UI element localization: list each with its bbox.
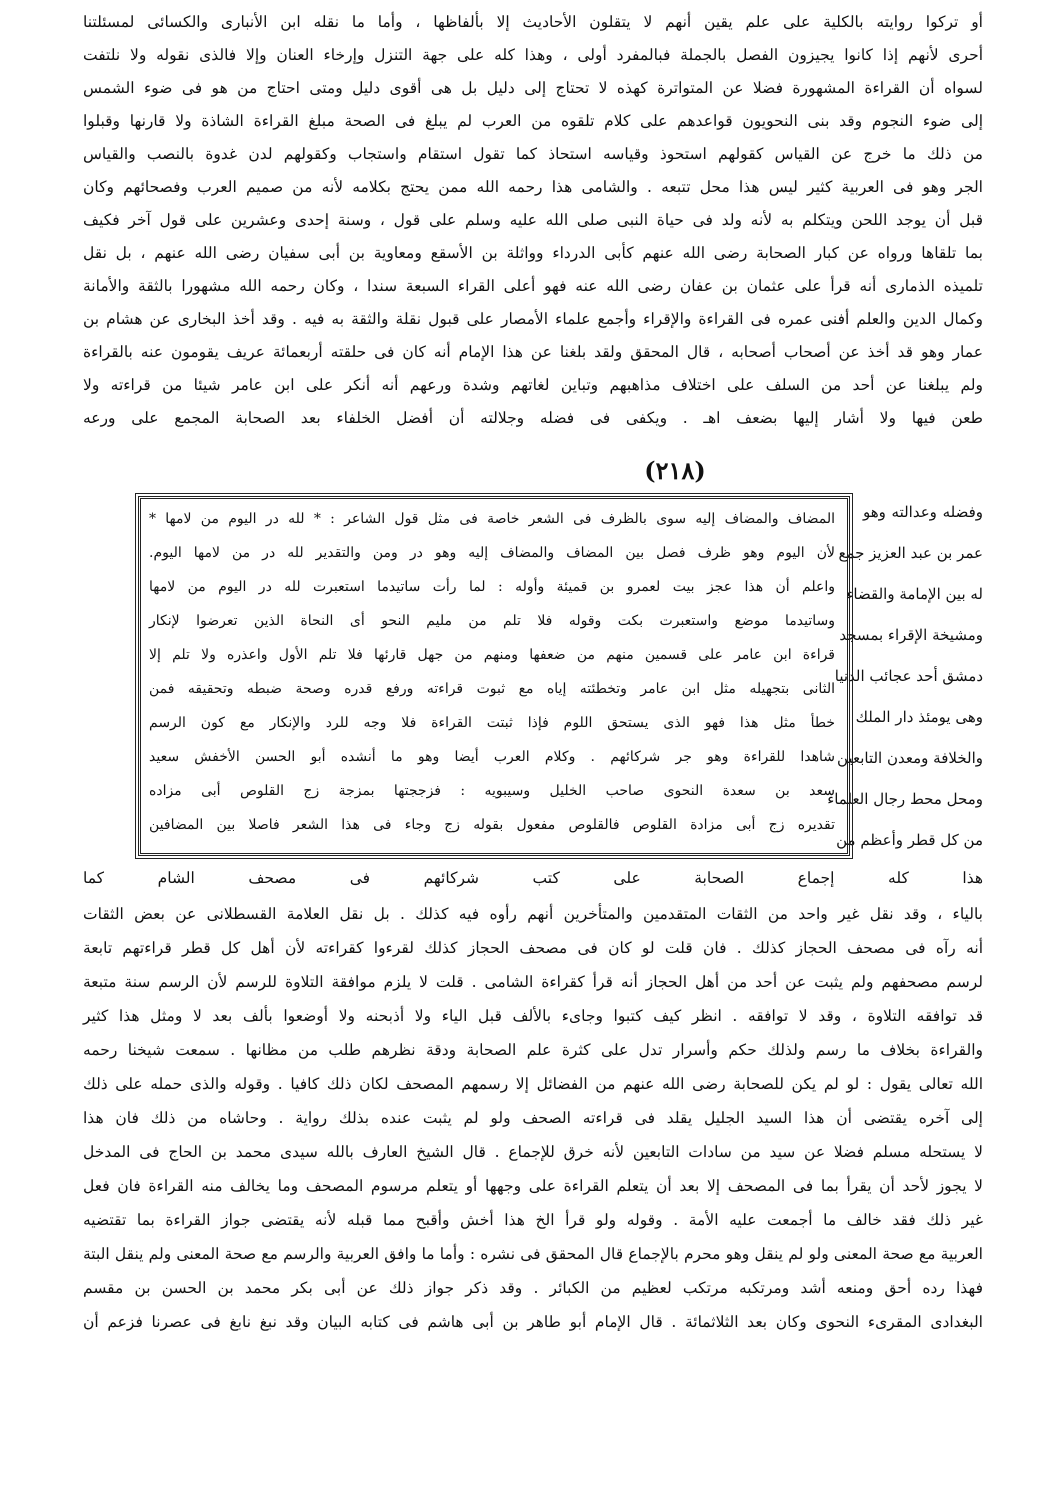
- text-line: العربية مع صحة المعنى ولو لم ينقل وهو محرم بالإجماع قال المحقق فى نشره : وأما ما وافق العربية والرسم مع صحة المعنى ولم ينقل البتة: [83, 1245, 983, 1263]
- footnote-line: لأن اليوم وهو ظرف فصل بين المضاف والمضاف إليه وهو در ومن والتقدير لله در من لامها اليوم.: [149, 545, 835, 561]
- text-line: من ذلك ما خرج عن القياس كقولهم استحوذ وقياسه استحاذ كما تقول استقام واستجاب وكقولهم لدن غدوة بالنصب والقياس: [83, 145, 983, 163]
- page-number: (٢١٨): [644, 456, 706, 485]
- footnote-line: واعلم أن هذا عجز بيت لعمرو بن قميئة وأوله : لما رأت ساتيدما استعبرت لله در اليوم من لامها: [149, 579, 835, 595]
- footnote-line: سعد بن سعدة النحوى صاحب الخليل وسيبويه : فزججتها بمزجة زج القلوص أبى مزاده: [149, 783, 835, 799]
- side-text-line: والخلافة ومعدن التابعين: [837, 749, 983, 767]
- footnote-line: وساتيدما موضع واستعبرت بكت وقوله فلا تلم من مليم النحو أى النحاة الذين تعرضوا لإنكار: [149, 613, 835, 629]
- text-line: أو تركوا روايته بالكلية على علم يقين أنهم لا يتقلون الأحاديث إلا بألفاظها ، وأما ما نقله ابن الأنبارى والكسائى لمسئلتنا: [83, 13, 983, 31]
- text-line: ولم يبلغنا عن أحد من السلف على اختلاف مذاهبهم وتباين لغاتهم وشدة ورعهم أنه أنكر على ابن عامر شيئا من قراءته ولا: [83, 376, 983, 394]
- footnote-line: المضاف والمضاف إليه سوى بالظرف فى الشعر خاصة فى مثل قول الشاعر : * لله در اليوم من لامها *: [149, 511, 835, 527]
- text-line: فهذا رده أحق ومنعه أشد ومرتكبه مرتكب لعظيم من الكبائر . وقد ذكر جواز ذلك عن أبى بكر محمد بن الحسن بن مقسم: [83, 1279, 983, 1297]
- side-text-line: ومحل محط رجال العلماء: [827, 790, 983, 808]
- text-line: الله تعالى يقول : لو لم يكن للصحابة رضى الله عنهم من الفضائل إلا رسمهم المصحف لكان ذلك كافيا . وقوله والذى حمله على ذلك: [83, 1075, 983, 1093]
- text-line: البغدادى المقرىء النحوى وكان بعد الثلاثمائة . قال الإمام أبو طاهر بن أبى هاشم فى كتابه البيان وقد نبغ نابغ فى عصرنا فزعم أن: [83, 1313, 983, 1331]
- text-line: قد توافقه التلاوة ، وقد لا توافقه . انظر كيف كتبوا وجاىء بالألف قبل الياء ولا أذبحنه ولا أوضعوا بألف بعد لا ومثل هذا كثير: [83, 1007, 983, 1025]
- text-line: إلى ضوء النجوم وقد بنى النحويون قواعدهم على كلام تلقوه من العرب لم يبلغ فى الصحة مبلغ القراءة الشاذة ولا قارنها وقبلوا: [83, 112, 983, 130]
- footnote-line: خطأ مثل هذا فهو الذى يستحق اللوم فإذا ثبتت القراءة فلا وجه للرد والإنكار مع كون الرسم: [149, 715, 835, 731]
- text-line: والقراءة بخلاف ما رسم ولذلك حكم وأسرار تدل على كثرة علم الصحابة ودقة نظرهم طلب من مظانها . سمعت شيخنا رحمه: [83, 1041, 983, 1059]
- side-text-line: دمشق أحد عجائب الدنيا: [834, 667, 983, 685]
- footnote-line: قراءة ابن عامر على قسمين منهم من ضعفها ومنهم من جهل قارئها فلا تلم الأول واعذره ولا تلم إلا: [149, 647, 835, 663]
- text-line: هذا كله إجماع الصحابة على كتب شركائهم فى مصحف الشام كما: [83, 869, 983, 887]
- text-line: غير ذلك فقد خالف ما أجمعت عليه الأمة . وقوله ولو قرأ الخ هذا أخش وأقبح مما قبله لأنه يقتضى جواز القراءة بما تقتضيه: [83, 1211, 983, 1229]
- side-text-line: له بين الإمامة والقضاء: [846, 585, 983, 603]
- text-line: لا يجوز لأحد أن يقرأ بما فى المصحف إلا بعد أن يتعلم القراءة على وجهها أو يتعلم مرسوم المصحف وما يخالف منه القراءة فان فعل: [83, 1177, 983, 1195]
- text-line: تلميذه الذمارى أنه قرأ على عثمان بن عفان رضى الله عنه فهو أعلى القراء السبعة سندا ، وكان رحمه الله مشهورا بالثقة والأمانة: [83, 277, 983, 295]
- text-line: لسواه أن القراءة المشهورة فضلا عن المتواترة كهذه لا تحتاج إلى دليل بل هى أقوى دليل ومتى احتاج من هو فى ضوء الشمس: [83, 79, 983, 97]
- text-line: طعن فيها ولا أشار إليها بضعف اهـ . ويكفى فى فضله وجلالته أن أفضل الخلفاء بعد الصحابة المجمع على ورعه: [83, 409, 983, 427]
- text-line: الجر وهو فى العربية كثير ليس هذا محل تتبعه . والشامى هذا رحمه الله ممن يحتج بكلامه لأنه من صميم العرب وفصحائهم وكان: [83, 178, 983, 196]
- text-line: وكمال الدين والعلم أفنى عمره فى القراءة والإقراء وأجمع علماء الأمصار على قبول نقلة والثقة به فيه . وقد أخذ البخارى عن هشام بن: [83, 310, 983, 328]
- text-line: بما تلقاها ورواه عن كبار الصحابة رضى الله عنهم كأبى الدرداء وواثلة بن الأسقع ومعاوية بن أبى سفيان رضى الله عنهم ، بل نقل: [83, 244, 983, 262]
- text-line: بالياء ، وقد نقل غير واحد من الثقات المتقدمين والمتأخرين أنهم رأوه فيه كذلك . بل نقل العلامة القسطلانى عن بعض الثقات: [83, 905, 983, 923]
- footnote-box: [138, 496, 850, 856]
- side-text-line: من كل قطر وأعظم من: [836, 831, 983, 849]
- text-line: إلى آخره يقتضى أن هذا السيد الجليل يقلد فى قراءته الصحف ولو لم يثبت عنده بذلك رواية . وحاشاه من ذلك فان هذا: [83, 1109, 983, 1127]
- footnote-line: الثانى بتجهيله مثل ابن عامر وتخطئته إياه مع ثبوت قراءته ورفع قدره وصحة ضبطه وتحقيقه فمن: [149, 681, 835, 697]
- text-line: أنه رآه فى مصحف الحجاز كذلك . فان قلت لو كان فى مصحف الحجاز كذلك لقرءوا كقراءته لأن أهل كل قطر قراءتهم تابعة: [83, 939, 983, 957]
- text-line: قبل أن يوجد اللحن ويتكلم به لأنه ولد فى حياة النبى صلى الله عليه وسلم على قول ، وسنة إحدى وعشرين على قول آخر فكيف: [83, 211, 983, 229]
- text-line: أحرى لأنهم إذا كانوا يجيزون الفصل بالجملة فبالمفرد أولى ، وهذا كله على جهة التنزل وإرخاء العنان وإلا فالذى نقوله ولا نلتفت: [83, 46, 983, 64]
- footnote-line: شاهدا للقراءة وهو جر شركائهم . وكلام العرب أيضا وهو ما أنشده أبو الحسن الأخفش سعيد: [149, 749, 835, 765]
- text-line: لا يستحله مسلم فضلا عن سيد من سادات التابعين لأنه خرق للإجماع . قال الشيخ العارف بالله سيدى محمد بن الحاج فى المدخل: [83, 1143, 983, 1161]
- side-text-line: وهى يومئذ دار الملك: [855, 708, 983, 726]
- side-text-line: وفضله وعدالته وهو: [863, 503, 983, 521]
- footnote-line: تقديره زج أبى مزادة القلوص فالقلوص مفعول بقوله زج وجاء فى هذا الشعر فاصلا بين المضافين: [149, 817, 835, 833]
- side-text-line: ومشيخة الإقراء بمسجد: [839, 626, 983, 644]
- text-line: لرسم مصحفهم ولم يثبت عن أحد من أهل الحجاز أنه قرأ كقراءة الشامى . قلت لا يلزم موافقة التلاوة للرسم لأن الرسم سنة متبعة: [83, 973, 983, 991]
- side-text-line: عمر بن عبد العزيز جمع: [838, 544, 983, 562]
- text-line: عمار وهو قد أخذ عن أصحاب أصحابه ، قال المحقق ولقد بلغنا عن هذا الإمام أنه كان فى حلقته أربعمائة عريف يقومون عنه بالقراءة: [83, 343, 983, 361]
